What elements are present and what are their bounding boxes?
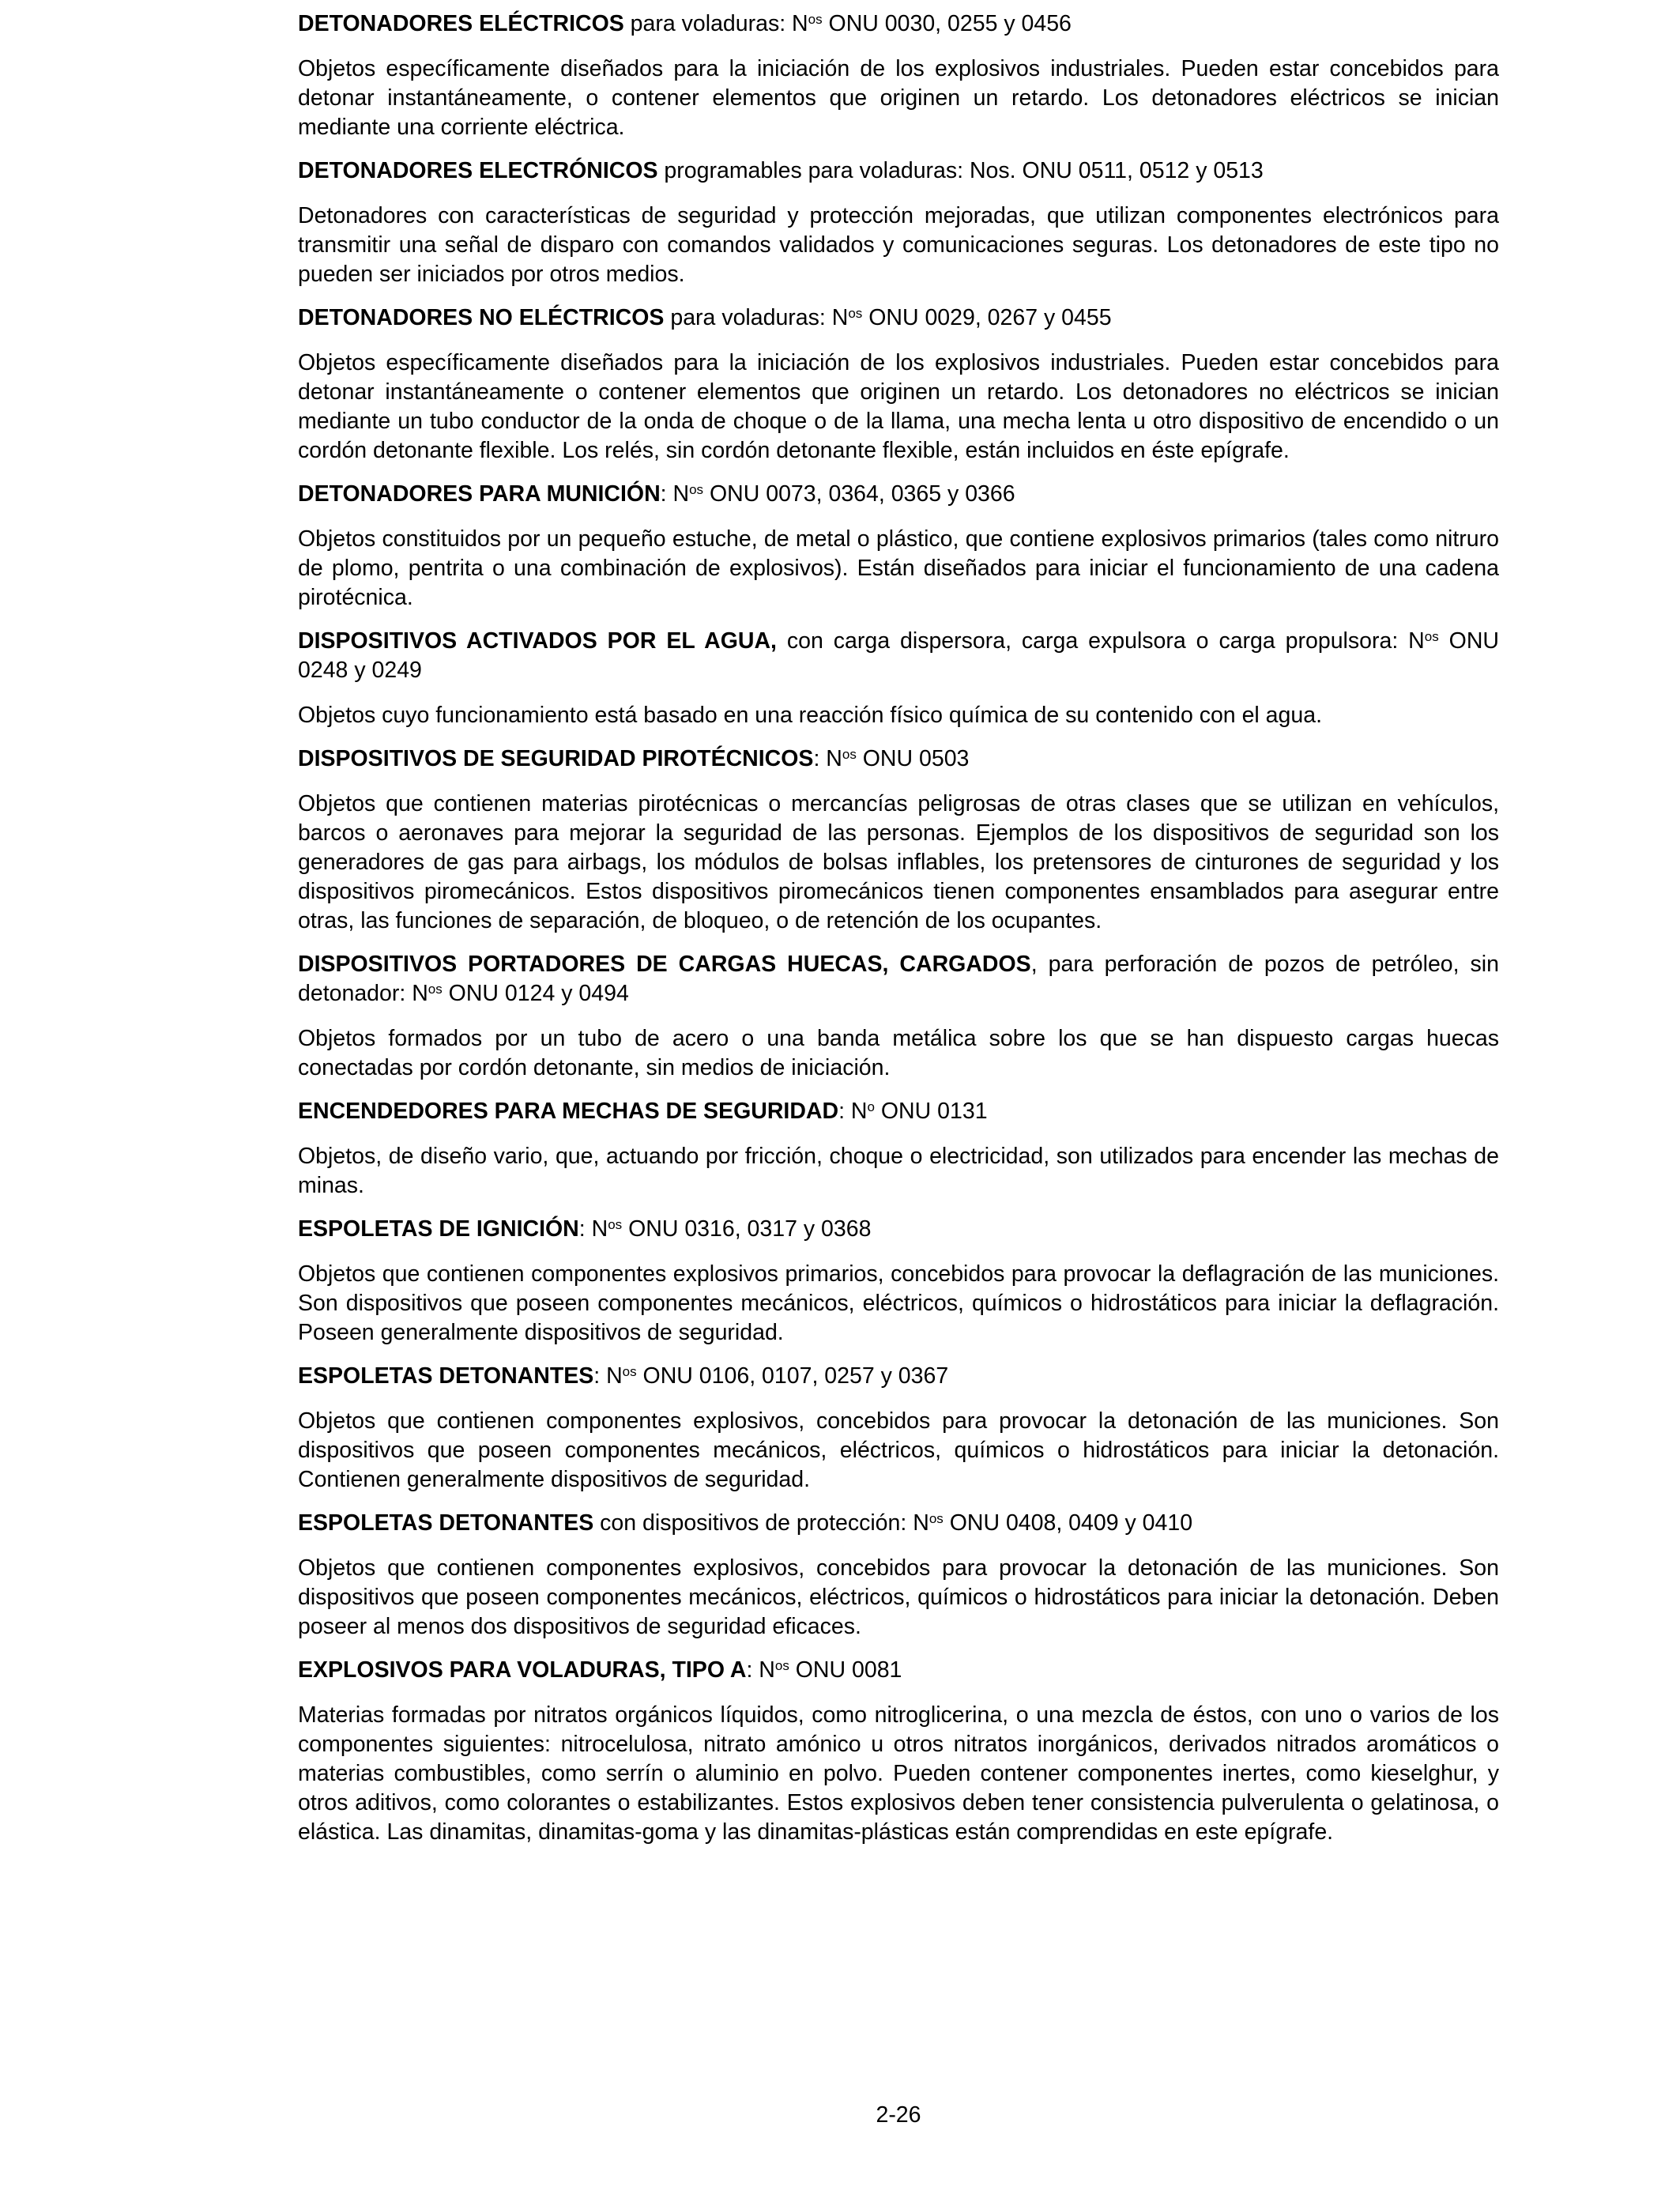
entry-un-numbers: ONU 0131 <box>874 1099 988 1124</box>
entry-superscript: os <box>1424 629 1439 644</box>
entry-term: DISPOSITIVOS PORTADORES DE CARGAS HUECAS, CARGADOS <box>298 952 1031 977</box>
entry-un-numbers: ONU 0081 <box>789 1657 902 1683</box>
entry-superscript: os <box>608 1217 623 1232</box>
entry-heading <box>298 1362 1499 1391</box>
entry-term: ENCENDEDORES PARA MECHAS DE SEGURIDAD <box>298 1099 839 1124</box>
entry-un-numbers-prefix: para voladuras: N <box>623 11 808 36</box>
entry-un-numbers: ONU 0316, 0317 y 0368 <box>622 1216 872 1242</box>
entry-description: Objetos constituidos por un pequeño estuche, de metal o plástico, que contiene explosivos primarios (tales como nitruro de plomo, pentrita o una combinación de explosivos). Están diseñados para iniciar el funcionamiento de una cadena pirotécnica. <box>298 526 1499 610</box>
entry-term: DETONADORES ELECTRÓNICOS <box>298 158 658 183</box>
entry-heading <box>298 156 1499 186</box>
glossary-entry <box>298 1097 1499 1201</box>
glossary-entry <box>298 1509 1499 1642</box>
entry-superscript: o <box>867 1099 875 1114</box>
entry-un-numbers: ONU 0124 y 0494 <box>442 981 629 1006</box>
glossary-entry <box>298 156 1499 289</box>
entry-heading <box>298 950 1499 1008</box>
glossary-entry <box>298 303 1499 466</box>
entry-heading <box>298 1215 1499 1244</box>
entry-un-numbers-prefix: : N <box>660 481 690 507</box>
entry-heading <box>298 745 1499 774</box>
entry-un-numbers-prefix: : N <box>593 1363 623 1389</box>
entry-superscript: os <box>774 1658 789 1673</box>
glossary-entry <box>298 1656 1499 1847</box>
entry-term: DISPOSITIVOS ACTIVADOS POR EL AGUA, <box>298 628 777 654</box>
entry-heading <box>298 627 1499 685</box>
entry-un-numbers-prefix: : N <box>578 1216 608 1242</box>
entry-un-numbers: ONU 0408, 0409 y 0410 <box>943 1510 1193 1536</box>
glossary-entry <box>298 745 1499 936</box>
entry-superscript: os <box>808 12 823 27</box>
glossary-entry <box>298 950 1499 1083</box>
entry-un-numbers: ONU 0073, 0364, 0365 y 0366 <box>703 481 1015 507</box>
entry-description: Objetos específicamente diseñados para la iniciación de los explosivos industriales. Pueden estar concebidos para detonar instantáneamente, o contener elementos que originen un retardo. Los detonadores eléctricos se inician mediante una corriente eléctrica. <box>298 56 1499 140</box>
entry-superscript: os <box>622 1364 637 1379</box>
entry-term: ESPOLETAS DETONANTES <box>298 1363 594 1389</box>
entry-heading <box>298 1097 1499 1126</box>
entry-description: Objetos que contienen materias pirotécnicas o mercancías peligrosas de otras clases que se utilizan en vehículos, barcos o aeronaves para mejorar la seguridad de las personas. Ejemplos de los dispositivos de seguridad son los generadores de gas para airbags, los módulos de bolsas inflables, los pretensores de cinturones de seguridad y los dispositivos piromecánicos. Estos dispositivos piromecánicos tienen componentes ensamblados para asegurar entre otras, las funciones de separación, de bloqueo, o de retención de los ocupantes. <box>298 791 1499 933</box>
glossary-entries <box>298 9 1499 1861</box>
entry-un-numbers-prefix: con carga dispersora, carga expulsora o carga propulsora: N <box>776 628 1425 654</box>
entry-superscript: os <box>848 306 863 321</box>
entry-term: EXPLOSIVOS PARA VOLADURAS, TIPO A <box>298 1657 747 1683</box>
entry-heading <box>298 9 1499 39</box>
entry-heading <box>298 1509 1499 1538</box>
entry-superscript: os <box>929 1511 944 1526</box>
entry-term: DETONADORES PARA MUNICIÓN <box>298 481 661 507</box>
document-page <box>298 0 1499 2194</box>
entry-un-numbers-prefix: con dispositivos de protección: N <box>593 1510 929 1536</box>
glossary-entry <box>298 480 1499 613</box>
entry-un-numbers-prefix: : N <box>838 1099 868 1124</box>
entry-term: DETONADORES ELÉCTRICOS <box>298 11 624 36</box>
glossary-entry <box>298 627 1499 730</box>
entry-description: Detonadores con características de seguridad y protección mejoradas, que utilizan componentes electrónicos para transmitir una señal de disparo con comandos validados y comunicaciones seguras. Los detonadores de este tipo no pueden ser iniciados por otros medios. <box>298 203 1499 287</box>
entry-description: Objetos cuyo funcionamiento está basado en una reacción físico química de su contenido con el agua. <box>298 703 1322 728</box>
entry-heading <box>298 303 1499 333</box>
glossary-entry <box>298 1362 1499 1495</box>
entry-superscript: os <box>689 482 704 497</box>
entry-term: DISPOSITIVOS DE SEGURIDAD PIROTÉCNICOS <box>298 746 814 771</box>
entry-term: ESPOLETAS DETONANTES <box>298 1510 594 1536</box>
entry-description: Objetos específicamente diseñados para la iniciación de los explosivos industriales. Pueden estar concebidos para detonar instantáneamente o contener elementos que originen un retardo. Los detonadores no eléctricos se inician mediante un tubo conductor de la onda de choque o de la llama, una mecha lenta u otro dispositivo de encendido o un cordón detonante flexible. Los relés, sin cordón detonante flexible, están incluidos en éste epígrafe. <box>298 350 1499 463</box>
entry-un-numbers-prefix: : N <box>746 1657 775 1683</box>
entry-term: DETONADORES NO ELÉCTRICOS <box>298 305 665 330</box>
entry-description: Objetos que contienen componentes explosivos primarios, concebidos para provocar la deflagración de las municiones. Son dispositivos que poseen componentes mecánicos, eléctricos, químicos o hidrostáticos para iniciar la deflagración. Poseen generalmente dispositivos de seguridad. <box>298 1261 1499 1345</box>
entry-description: Objetos formados por un tubo de acero o una banda metálica sobre los que se han dispuesto cargas huecas conectadas por cordón detonante, sin medios de iniciación. <box>298 1026 1499 1080</box>
entry-superscript: os <box>842 747 857 762</box>
entry-un-numbers: ONU 0029, 0267 y 0455 <box>862 305 1112 330</box>
entry-description: Objetos, de diseño vario, que, actuando por fricción, choque o electricidad, son utilizados para encender las mechas de minas. <box>298 1144 1499 1198</box>
entry-un-numbers-prefix: programables para voladuras: Nos. ONU 0511, 0512 y 0513 <box>657 158 1264 183</box>
entry-description: Materias formadas por nitratos orgánicos líquidos, como nitroglicerina, o una mezcla de éstos, con uno o varios de los componentes siguientes: nitrocelulosa, nitrato amónico u otros nitratos inorgánicos, derivados nitrados aromáticos o materias combustibles, como serrín o aluminio en polvo. Pueden contener componentes inertes, como kieselghur, y otros aditivos, como colorantes o estabilizantes. Estos explosivos deben tener consistencia pulverulenta o gelatinosa, o elástica. Las dinamitas, dinamitas-goma y las dinamitas-plásticas están comprendidas en este epígrafe. <box>298 1702 1499 1845</box>
entry-un-numbers: ONU 0106, 0107, 0257 y 0367 <box>636 1363 949 1389</box>
entry-heading <box>298 480 1499 509</box>
entry-un-numbers: ONU 0503 <box>856 746 970 771</box>
glossary-entry <box>298 1215 1499 1348</box>
entry-un-numbers-prefix: para voladuras: N <box>664 305 849 330</box>
entry-description: Objetos que contienen componentes explosivos, concebidos para provocar la detonación de las municiones. Son dispositivos que poseen componentes mecánicos, eléctricos, químicos o hidrostáticos para iniciar la detonación. Contienen generalmente dispositivos de seguridad. <box>298 1408 1499 1492</box>
glossary-entry <box>298 9 1499 142</box>
entry-un-numbers: ONU 0248 y 0249 <box>298 628 1499 683</box>
entry-un-numbers: ONU 0030, 0255 y 0456 <box>822 11 1072 36</box>
page-number: 2-26 <box>876 2102 921 2128</box>
entry-term: ESPOLETAS DE IGNICIÓN <box>298 1216 579 1242</box>
entry-superscript: os <box>428 982 443 997</box>
entry-un-numbers-prefix: : N <box>813 746 842 771</box>
entry-un-numbers-prefix: , para perforación de pozos de petróleo, sin detonador: N <box>298 952 1499 1006</box>
entry-heading <box>298 1656 1499 1685</box>
entry-description: Objetos que contienen componentes explosivos, concebidos para provocar la detonación de las municiones. Son dispositivos que poseen componentes mecánicos, eléctricos, químicos o hidrostáticos para iniciar la detonación. Deben poseer al menos dos dispositivos de seguridad eficaces. <box>298 1555 1499 1639</box>
